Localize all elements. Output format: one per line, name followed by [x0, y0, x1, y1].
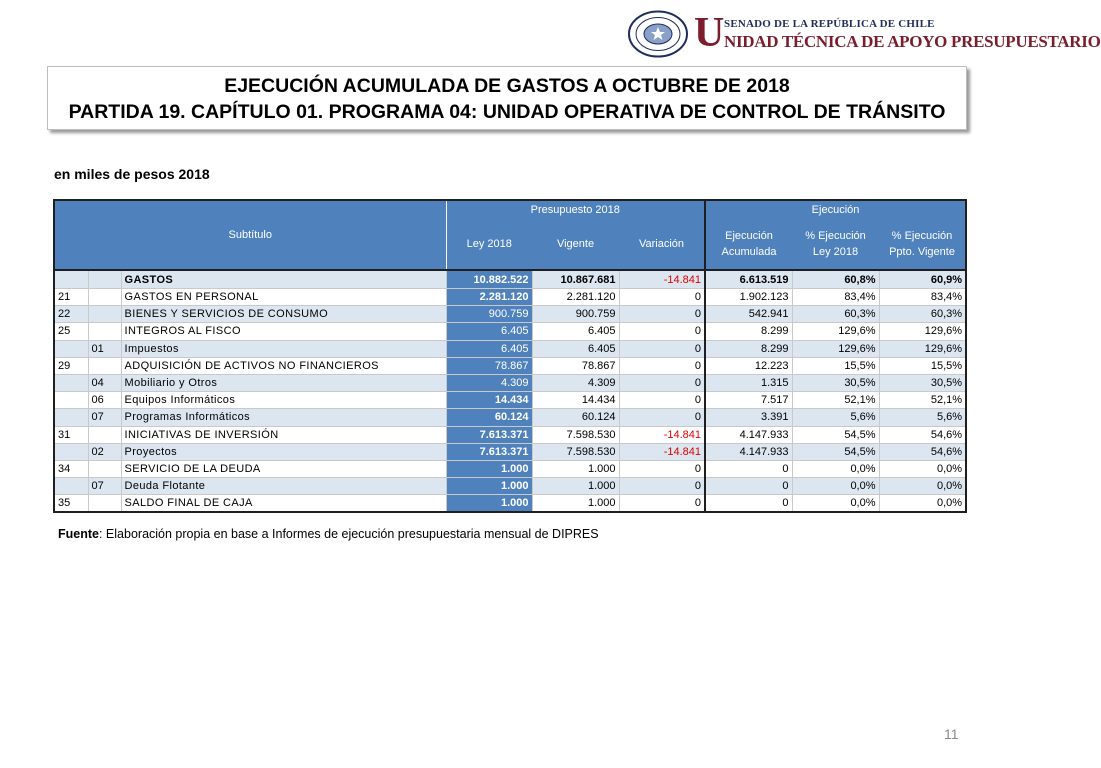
header-ejecucion-acumulada — [705, 219, 792, 270]
table-row — [54, 392, 966, 409]
cell-variacion: 0 — [619, 357, 705, 374]
cell-ejecucion: 6.613.519 — [705, 270, 792, 289]
header-ejecucion-acumulada-line2: Acumulada — [721, 246, 777, 258]
cell-concepto: INTEGROS AL FISCO — [121, 323, 446, 340]
cell-variacion: 0 — [619, 306, 705, 323]
cell-variacion: -14.841 — [619, 426, 705, 443]
cell-pct-ley: 83,4% — [792, 289, 879, 306]
header-vigente: Vigente — [532, 219, 619, 270]
cell-ejecucion: 8.299 — [705, 340, 792, 357]
cell-item: 02 — [88, 443, 121, 460]
cell-pct-ley: 15,5% — [792, 357, 879, 374]
cell-pct-ley: 60,3% — [792, 306, 879, 323]
header-pct-ley-line2: Ley 2018 — [812, 246, 859, 258]
cell-ley: 7.613.371 — [446, 426, 532, 443]
budget-table — [53, 199, 967, 513]
cell-concepto: SERVICIO DE LA DEUDA — [121, 460, 446, 477]
cell-pct-vigente: 52,1% — [879, 392, 966, 409]
cell-subtitulo: 35 — [54, 495, 88, 513]
cell-pct-vigente: 5,6% — [879, 409, 966, 426]
cell-ejecucion: 8.299 — [705, 323, 792, 340]
cell-ley: 14.434 — [446, 392, 532, 409]
cell-ejecucion: 1.315 — [705, 374, 792, 391]
cell-item: 07 — [88, 409, 121, 426]
cell-variacion: 0 — [619, 340, 705, 357]
cell-ejecucion: 542.941 — [705, 306, 792, 323]
cell-pct-vigente: 129,6% — [879, 340, 966, 357]
cell-ley: 1.000 — [446, 495, 532, 513]
table-body — [54, 270, 966, 512]
cell-pct-ley: 54,5% — [792, 443, 879, 460]
header-subtitulo: Subtítulo — [54, 200, 446, 270]
table-row — [54, 374, 966, 391]
cell-item: 06 — [88, 392, 121, 409]
table-row — [54, 289, 966, 306]
cell-concepto: Equipos Informáticos — [121, 392, 446, 409]
table-row — [54, 323, 966, 340]
source-text: : Elaboración propia en base a Informes de ejecución presupuestaria mensual de DIPRES — [98, 527, 599, 541]
cell-item — [88, 357, 121, 374]
page-number: 11 — [944, 726, 959, 742]
cell-concepto: BIENES Y SERVICIOS DE CONSUMO — [121, 306, 446, 323]
cell-pct-vigente: 54,6% — [879, 426, 966, 443]
cell-pct-vigente: 0,0% — [879, 478, 966, 495]
header-pct-vigente-line2: Ppto. Vigente — [889, 246, 955, 258]
cell-vigente: 6.405 — [532, 323, 619, 340]
cell-ley: 1.000 — [446, 460, 532, 477]
cell-item — [88, 426, 121, 443]
cell-variacion: 0 — [619, 409, 705, 426]
cell-variacion: 0 — [619, 392, 705, 409]
cell-subtitulo — [54, 270, 88, 289]
cell-vigente: 14.434 — [532, 392, 619, 409]
cell-concepto: GASTOS — [121, 270, 446, 289]
logo-senate-name: SENADO DE LA REPÚBLICA DE CHILE — [724, 18, 935, 30]
source-note — [58, 527, 599, 541]
cell-pct-vigente: 0,0% — [879, 460, 966, 477]
cell-item — [88, 289, 121, 306]
cell-concepto: Programas Informáticos — [121, 409, 446, 426]
cell-ley: 1.000 — [446, 478, 532, 495]
cell-subtitulo: 29 — [54, 357, 88, 374]
cell-vigente: 4.309 — [532, 374, 619, 391]
cell-pct-ley: 0,0% — [792, 478, 879, 495]
table-row — [54, 460, 966, 477]
cell-pct-vigente: 83,4% — [879, 289, 966, 306]
table-row — [54, 306, 966, 323]
cell-item — [88, 270, 121, 289]
cell-concepto: Deuda Flotante — [121, 478, 446, 495]
cell-ejecucion: 1.902.123 — [705, 289, 792, 306]
cell-ley: 6.405 — [446, 323, 532, 340]
title-box — [47, 66, 967, 130]
cell-pct-ley: 30,5% — [792, 374, 879, 391]
cell-pct-ley: 5,6% — [792, 409, 879, 426]
cell-ley: 2.281.120 — [446, 289, 532, 306]
header-pct-ley — [792, 219, 879, 270]
cell-pct-vigente: 15,5% — [879, 357, 966, 374]
cell-item: 01 — [88, 340, 121, 357]
cell-ley: 7.613.371 — [446, 443, 532, 460]
cell-subtitulo: 21 — [54, 289, 88, 306]
cell-pct-ley: 129,6% — [792, 323, 879, 340]
cell-variacion: 0 — [619, 289, 705, 306]
header-pct-ley-line1: % Ejecución — [805, 230, 866, 242]
cell-vigente: 1.000 — [532, 478, 619, 495]
cell-variacion: -14.841 — [619, 443, 705, 460]
table-row — [54, 357, 966, 374]
page-subtitle: PARTIDA 19. CAPÍTULO 01. PROGRAMA 04: UNIDAD OPERATIVA DE CONTROL DE TRÁNSITO — [68, 101, 946, 123]
cell-pct-ley: 0,0% — [792, 495, 879, 513]
cell-pct-vigente: 129,6% — [879, 323, 966, 340]
header-ley: Ley 2018 — [446, 219, 532, 270]
cell-concepto: ADQUISICIÓN DE ACTIVOS NO FINANCIEROS — [121, 357, 446, 374]
header-presupuesto-group: Presupuesto 2018 — [446, 200, 705, 219]
cell-item — [88, 323, 121, 340]
cell-subtitulo: 31 — [54, 426, 88, 443]
cell-pct-ley: 129,6% — [792, 340, 879, 357]
cell-item: 07 — [88, 478, 121, 495]
currency-note: en miles de pesos 2018 — [54, 166, 210, 182]
cell-vigente: 900.759 — [532, 306, 619, 323]
cell-subtitulo — [54, 392, 88, 409]
cell-subtitulo — [54, 409, 88, 426]
table-row — [54, 409, 966, 426]
header-pct-vigente — [879, 219, 966, 270]
cell-vigente: 60.124 — [532, 409, 619, 426]
table-row — [54, 443, 966, 460]
header-ejecucion-group: Ejecución — [705, 200, 966, 219]
cell-pct-ley: 60,8% — [792, 270, 879, 289]
cell-pct-ley: 0,0% — [792, 460, 879, 477]
cell-ejecucion: 0 — [705, 460, 792, 477]
cell-vigente: 78.867 — [532, 357, 619, 374]
cell-ley: 60.124 — [446, 409, 532, 426]
cell-subtitulo: 34 — [54, 460, 88, 477]
cell-ejecucion: 3.391 — [705, 409, 792, 426]
cell-concepto: Impuestos — [121, 340, 446, 357]
cell-subtitulo — [54, 374, 88, 391]
logo-unit-name: NIDAD TÉCNICA DE APOYO PRESUPUESTARIO — [724, 32, 1101, 51]
cell-item — [88, 460, 121, 477]
cell-variacion: 0 — [619, 478, 705, 495]
cell-ley: 78.867 — [446, 357, 532, 374]
cell-vigente: 2.281.120 — [532, 289, 619, 306]
cell-variacion: -14.841 — [619, 270, 705, 289]
cell-vigente: 1.000 — [532, 460, 619, 477]
cell-variacion: 0 — [619, 495, 705, 513]
cell-concepto: SALDO FINAL DE CAJA — [121, 495, 446, 513]
logo-initial: U — [694, 10, 725, 56]
cell-concepto: Proyectos — [121, 443, 446, 460]
source-label: Fuente — [58, 527, 99, 541]
cell-vigente: 1.000 — [532, 495, 619, 513]
cell-ley: 10.882.522 — [446, 270, 532, 289]
cell-ley: 900.759 — [446, 306, 532, 323]
table-header — [54, 200, 966, 270]
cell-item: 04 — [88, 374, 121, 391]
cell-vigente: 10.867.681 — [532, 270, 619, 289]
cell-subtitulo: 25 — [54, 323, 88, 340]
cell-variacion: 0 — [619, 374, 705, 391]
table-row — [54, 340, 966, 357]
cell-ejecucion: 12.223 — [705, 357, 792, 374]
cell-ejecucion: 0 — [705, 478, 792, 495]
table-row — [54, 270, 966, 289]
table-row — [54, 495, 966, 513]
cell-pct-ley: 52,1% — [792, 392, 879, 409]
cell-pct-vigente: 54,6% — [879, 443, 966, 460]
cell-ley: 4.309 — [446, 374, 532, 391]
page-title: EJECUCIÓN ACUMULADA DE GASTOS A OCTUBRE DE 2018 — [224, 75, 790, 97]
header-pct-vigente-line1: % Ejecución — [891, 230, 953, 242]
senate-logo — [628, 10, 1101, 60]
cell-ejecucion: 0 — [705, 495, 792, 513]
cell-ejecucion: 4.147.933 — [705, 426, 792, 443]
cell-pct-vigente: 30,5% — [879, 374, 966, 391]
cell-pct-vigente: 60,3% — [879, 306, 966, 323]
cell-concepto: INICIATIVAS DE INVERSIÓN — [121, 426, 446, 443]
cell-item — [88, 495, 121, 513]
cell-vigente: 6.405 — [532, 340, 619, 357]
cell-concepto: Mobiliario y Otros — [121, 374, 446, 391]
cell-vigente: 7.598.530 — [532, 426, 619, 443]
cell-item — [88, 306, 121, 323]
cell-subtitulo: 22 — [54, 306, 88, 323]
table-row — [54, 426, 966, 443]
cell-variacion: 0 — [619, 323, 705, 340]
cell-vigente: 7.598.530 — [532, 443, 619, 460]
cell-subtitulo — [54, 443, 88, 460]
header-variacion: Variación — [619, 219, 705, 270]
cell-concepto: GASTOS EN PERSONAL — [121, 289, 446, 306]
cell-pct-ley: 54,5% — [792, 426, 879, 443]
cell-ley: 6.405 — [446, 340, 532, 357]
cell-ejecucion: 4.147.933 — [705, 443, 792, 460]
cell-subtitulo — [54, 340, 88, 357]
cell-ejecucion: 7.517 — [705, 392, 792, 409]
table-row — [54, 478, 966, 495]
cell-subtitulo — [54, 478, 88, 495]
cell-pct-vigente: 0,0% — [879, 495, 966, 513]
cell-pct-vigente: 60,9% — [879, 270, 966, 289]
header-ejecucion-acumulada-line1: Ejecución — [725, 230, 773, 242]
senate-seal-icon — [628, 10, 690, 58]
cell-variacion: 0 — [619, 460, 705, 477]
